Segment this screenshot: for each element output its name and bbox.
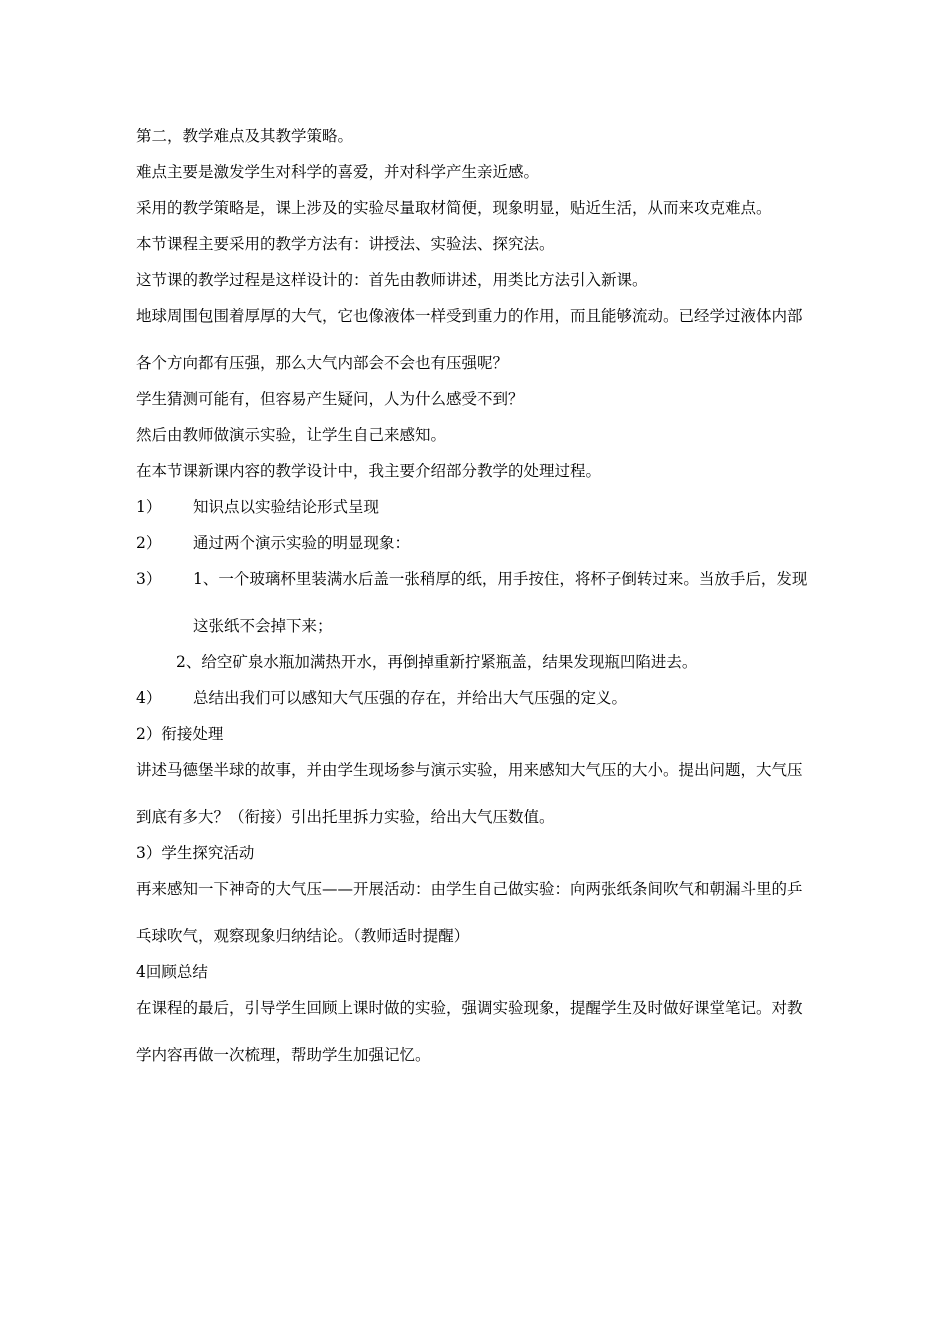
list-item-2 [136,530,860,556]
list-item-text: 总结出我们可以感知大气压强的存在，并给出大气压强的定义。 [193,689,628,707]
paragraph-difficulty: 难点主要是激发学生对科学的喜爱，并对科学产生亲近感。 [136,163,540,181]
list-subitem-2: 2、给空矿泉水瓶加满热开水，再倒掉重新拧紧瓶盖，结果发现瓶凹陷进去。 [176,653,698,671]
section-heading-transition: 2）衔接处理 [136,725,224,743]
paragraph-activity-line-1: 再来感知一下神奇的大气压——开展活动：由学生自己做实验：向两张纸条间吹气和朝漏斗里的乒 [136,880,803,898]
paragraph-difficulty-heading: 第二，教学难点及其教学策略。 [136,127,354,145]
document-body [136,123,860,1078]
paragraph-demo: 然后由教师做演示实验，让学生自己来感知。 [136,426,447,444]
list-item-4 [136,685,860,711]
section-heading-review: 4回顾总结 [136,963,208,981]
paragraph-atmosphere-line-1: 地球周围包围着厚厚的大气，它也像液体一样受到重力的作用，而且能够流动。已经学过液体内部 [136,307,803,325]
list-item-number: 4） [136,689,162,707]
paragraph-review-line-1: 在课程的最后，引导学生回顾上课时做的实验，强调实验现象，提醒学生及时做好课堂笔记。对教 [136,999,803,1017]
paragraph-review [136,995,860,1068]
paragraph-atmosphere [136,303,860,376]
list-item-3 [136,566,860,639]
paragraph-magdeburg [136,757,860,830]
paragraph-atmosphere-line-2: 各个方向都有压强，那么大气内部会不会也有压强呢？ [136,354,509,372]
list-item-number: 3） [136,570,162,588]
paragraph-design: 在本节课新课内容的教学设计中，我主要介绍部分教学的处理过程。 [136,462,602,480]
list-item-text: 通过两个演示实验的明显现象： [193,534,411,552]
list-item-text: 1、一个玻璃杯里装满水后盖一张稍厚的纸，用手按住，将杯子倒转过来。当放手后，发现 [193,570,808,588]
paragraph-activity [136,876,860,949]
paragraph-review-line-2: 学内容再做一次梳理，帮助学生加强记忆。 [136,1046,431,1064]
paragraph-magdeburg-line-1: 讲述马德堡半球的故事，并由学生现场参与演示实验，用来感知大气压的大小。提出问题，大气压 [136,761,803,779]
list-item-3-line-2: 这张纸不会掉下来； [193,617,333,635]
paragraph-activity-line-2: 乓球吹气，观察现象归纳结论。（教师适时提醒） [136,927,470,945]
paragraph-guess: 学生猜测可能有，但容易产生疑问，人为什么感受不到？ [136,390,524,408]
section-heading-activity: 3）学生探究活动 [136,844,255,862]
list-item-3-line-1 [136,566,860,592]
paragraph-magdeburg-line-2: 到底有多大？（衔接）引出托里拆力实验，给出大气压数值。 [136,808,555,826]
paragraph-methods: 本节课程主要采用的教学方法有：讲授法、实验法、探究法。 [136,235,555,253]
list-item-1 [136,494,860,520]
paragraph-strategy: 采用的教学策略是，课上涉及的实验尽量取材简便，现象明显，贴近生活，从而来攻克难点。 [136,199,772,217]
paragraph-process: 这节课的教学过程是这样设计的：首先由教师讲述，用类比方法引入新课。 [136,271,648,289]
list-item-number: 2） [136,534,162,552]
list-item-number: 1） [136,498,162,516]
list-item-text: 知识点以实验结论形式呈现 [193,498,380,516]
